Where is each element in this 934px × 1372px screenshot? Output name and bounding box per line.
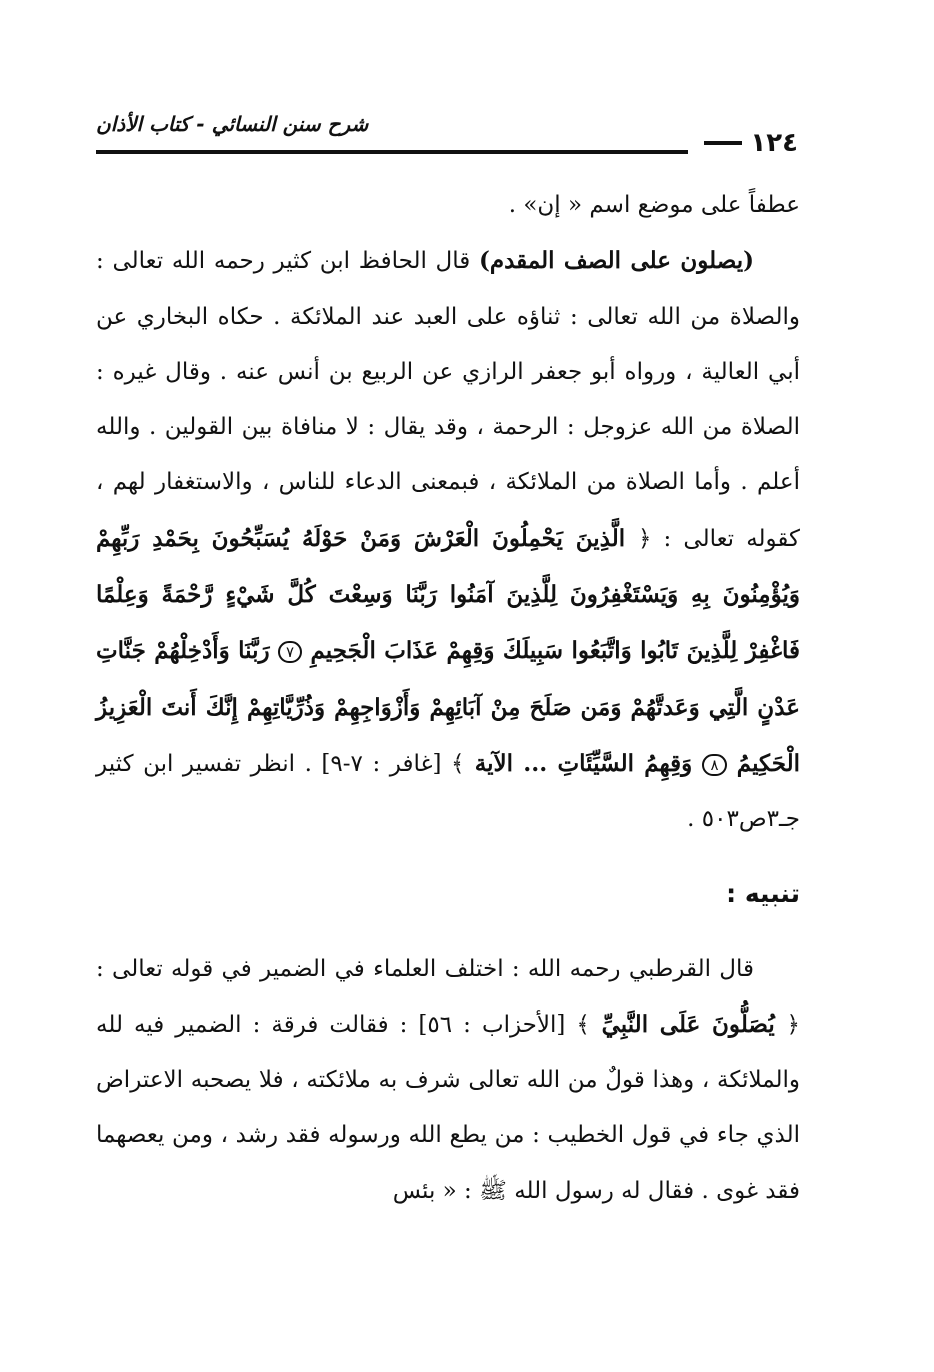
quran-ornament-open-2: ﴿ <box>786 1011 800 1038</box>
paragraph-3 <box>96 942 800 1219</box>
ayah-marker-8: ٨ <box>702 754 726 776</box>
ayah-marker-7: ٧ <box>278 641 302 663</box>
quran-verse-ghafir-c: وَقِهِمُ السَّيِّئَاتِ ... الآية <box>464 749 703 777</box>
running-title: شرح سنن النسائي - كتاب الأذان <box>96 112 369 136</box>
page-body <box>96 178 800 1219</box>
paragraph-1 <box>96 178 800 233</box>
quran-verse-ahzab: يُصَلُّونَ عَلَى النَّبِيِّ <box>589 1010 787 1038</box>
header-rule <box>96 150 688 154</box>
quran-ornament-close: ﴾ <box>451 750 465 777</box>
page-number <box>704 128 798 158</box>
paragraph-2-text-a: قال الحافظ ابن كثير رحمه الله تعالى : والصلاة من الله تعالى : ثناؤه على العبد عند الملائكة . حكاه البخاري عن أبي العالية ، ورواه أبو جعفر الرازي عن الربيع بن أنس عنه . وقال غيره : الصلاة من الله عزوجل : الرحمة ، وقد يقال : لا منافاة بين القولين . والله أعلم . وأما الصلاة من الملائكة ، فبمعنى الدعاء للناس ، والاستغفار لهم ، كقوله تعالى : <box>96 248 800 552</box>
page-header <box>96 112 798 162</box>
page-number-value: ١٢٤ <box>750 128 798 158</box>
paragraph-3-text-a: قال القرطبي رحمه الله : اختلف العلماء في الضمير في قوله تعالى : <box>96 955 754 982</box>
quran-ornament-close-2: ﴾ <box>576 1011 590 1038</box>
page-number-dash <box>704 141 742 145</box>
quran-verse-ghafir-a: الَّذِينَ يَحْمِلُونَ الْعَرْشَ وَمَنْ حَوْلَهُ يُسَبِّحُونَ بِحَمْدِ رَبِّهِمْ وَيُؤْمِنُونَ بِهِ وَيَسْتَغْفِرُونَ لِلَّذِينَ آمَنُوا رَبَّنَا وَسِعْتَ كُلَّ شَيْءٍ رَّحْمَةً وَعِلْمًا فَاغْفِرْ لِلَّذِينَ تَابُوا وَاتَّبَعُوا سَبِيلَكَ وَقِهِمْ عَذَابَ الْجَحِيمِ <box>96 524 800 665</box>
hadith-phrase-heading: (يصلون على الصف المقدم) <box>478 247 754 275</box>
quran-ornament-open: ﴿ <box>637 525 652 552</box>
paragraph-3-text-b: [الأحزاب : ٥٦] : فقالت فرقة : الضمير فيه لله والملائكة ، وهذا قولٌ من الله تعالى شرف به ملائكته ، فلا يصحبه الاعتراض الذي جاء في قول الخطيب : من يطع الله ورسوله فقد رشد ، ومن يعصهما فقد غوى . فقال له رسول الله ﷺ : « بئس <box>96 1011 800 1204</box>
note-heading: تنبيه : <box>726 878 800 908</box>
paragraph-2 <box>96 233 800 847</box>
paragraph-1-text: عطفاً على موضع اسم « إن» . <box>508 192 800 218</box>
paragraph-2-text-b: [غافر : ٧-٩] . انظر تفسير ابن كثير جـ٣ص٥٠٣ . <box>96 750 800 833</box>
quran-verse-ghafir-b: رَبَّنَا وَأَدْخِلْهُمْ جَنَّاتِ عَدْنٍ الَّتِي وَعَدتَّهُمْ وَمَن صَلَحَ مِنْ آبَائِهِمْ وَأَزْوَاجِهِمْ وَذُرِّيَّاتِهِمْ إِنَّكَ أَنتَ الْعَزِيزُ الْحَكِيمُ <box>96 637 800 777</box>
